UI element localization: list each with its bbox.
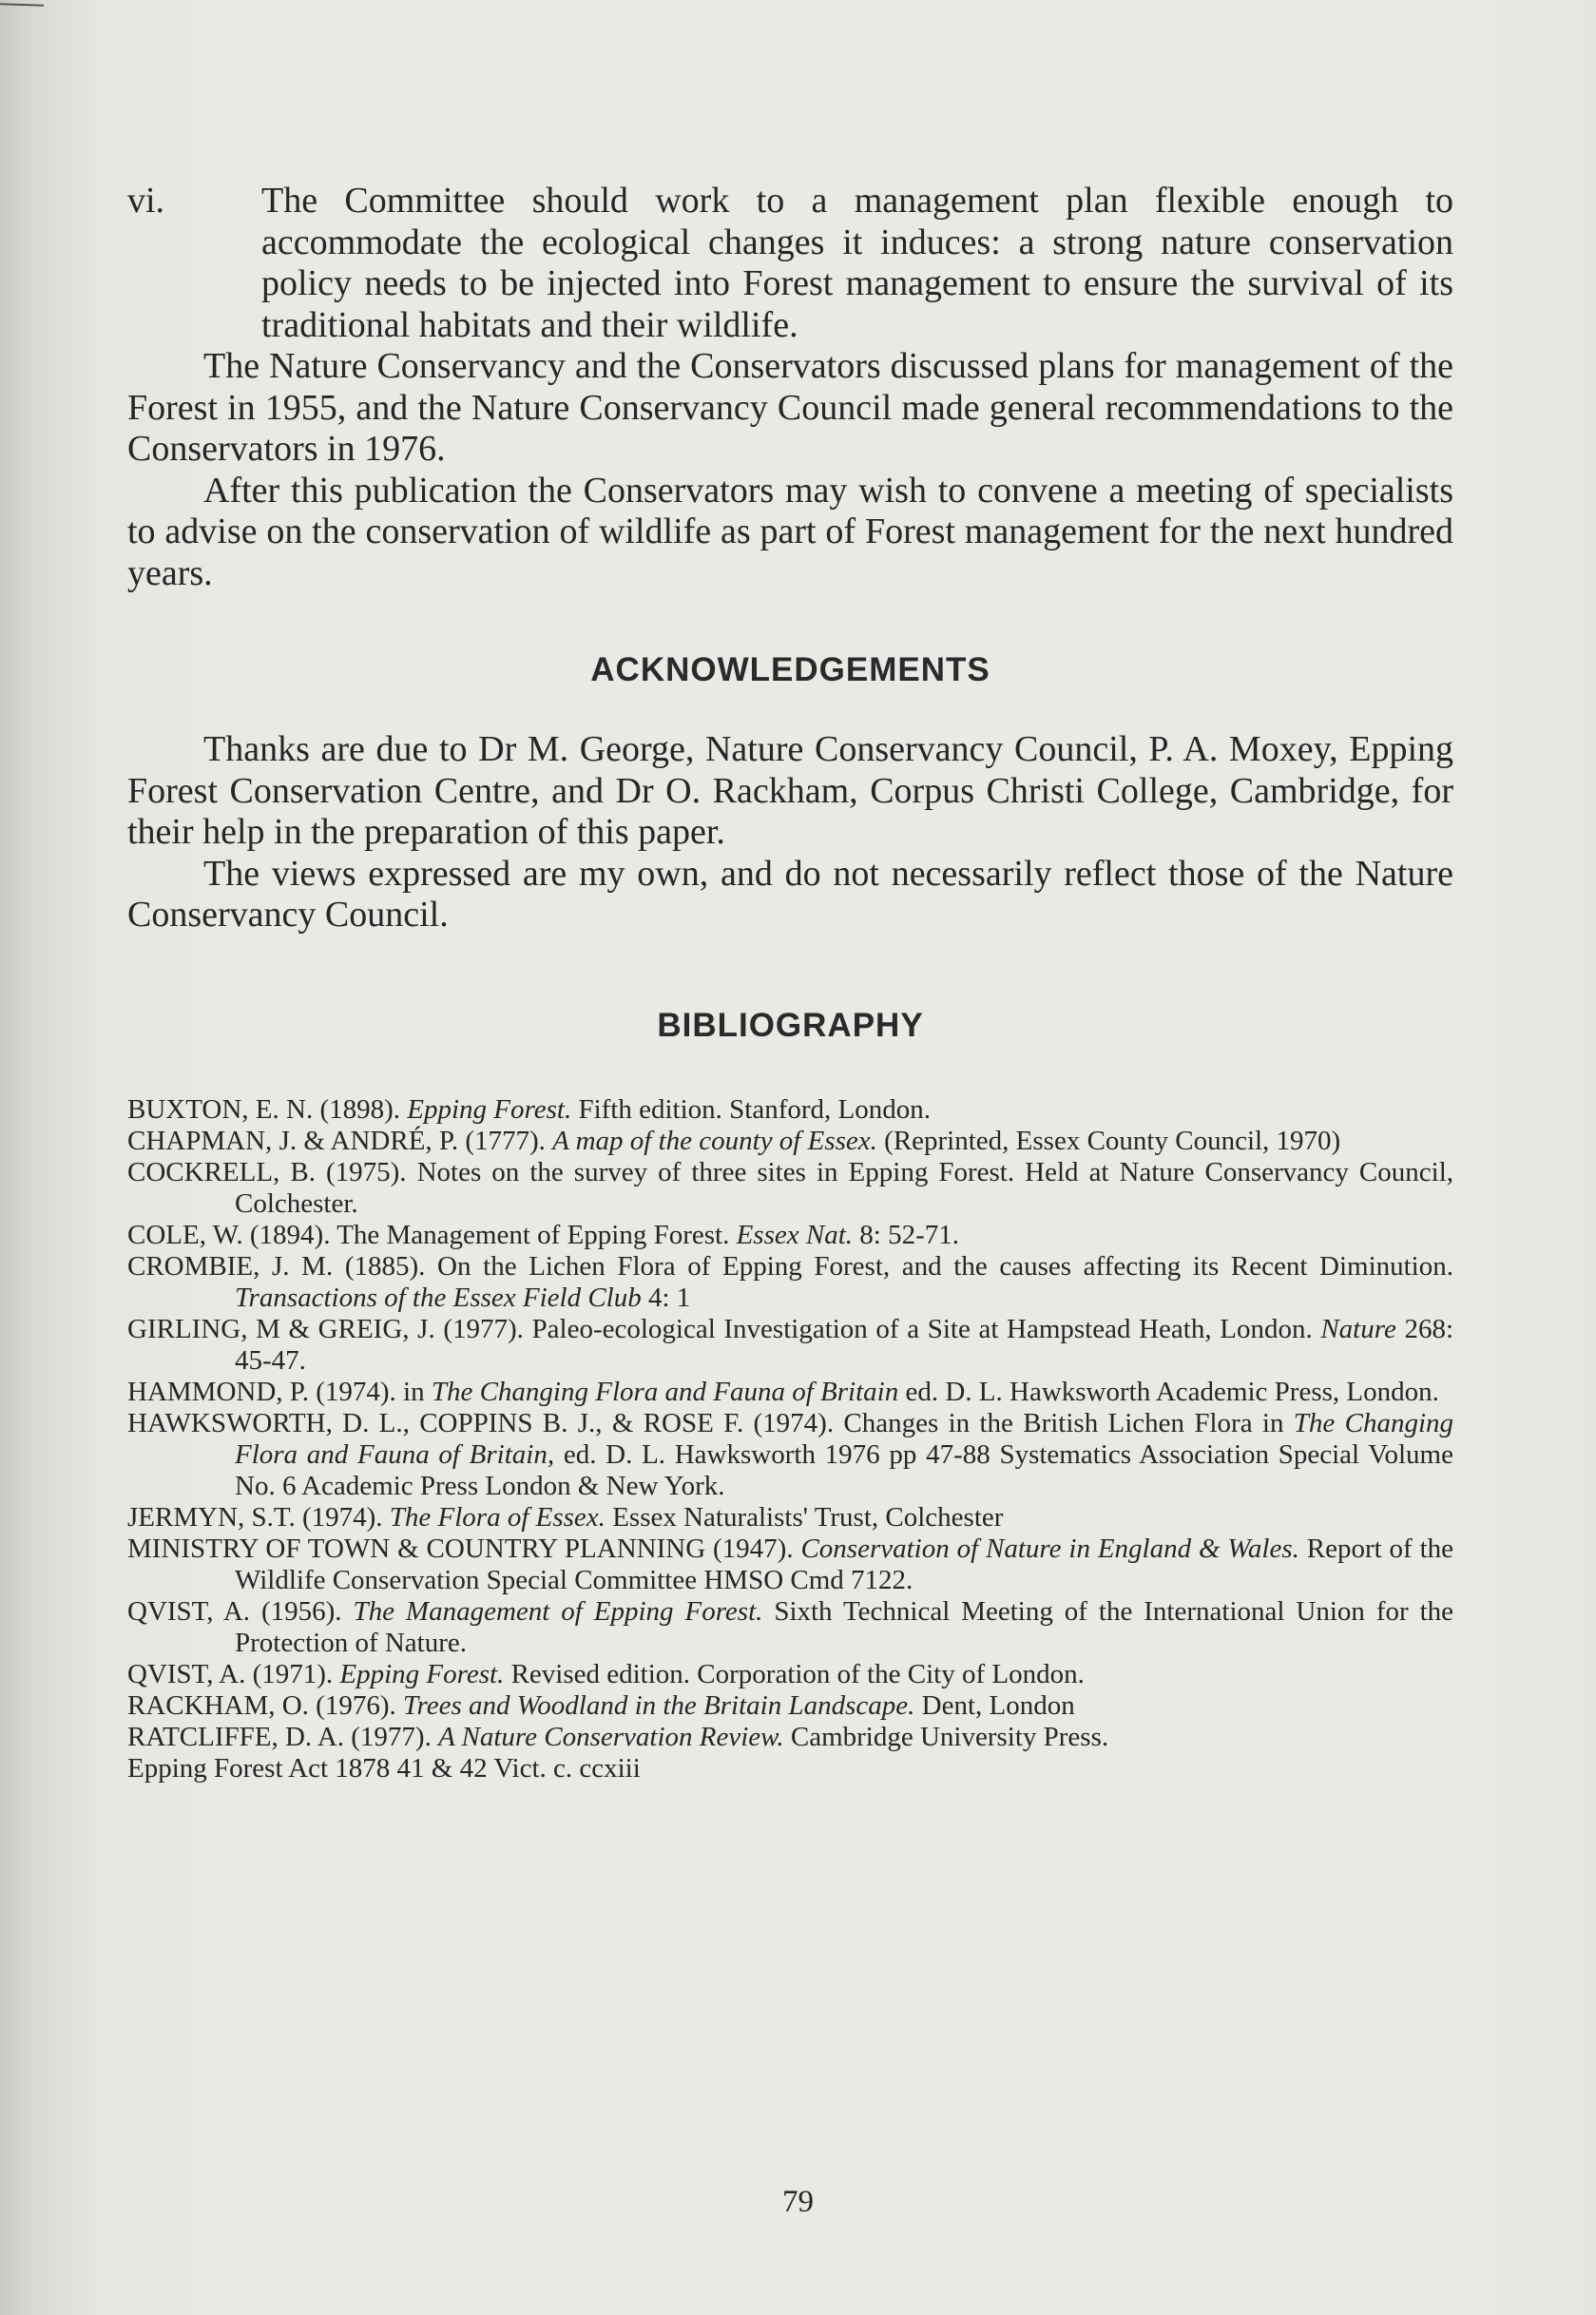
paragraph-management-1955: The Nature Conservancy and the Conservators discussed plans for management of the Forest in 1955, and the Nature Conservancy Council made general recommendations to the Conservators in 1976. [127,346,1453,469]
bibliography-entry: JERMYN, S.T. (1974). The Flora of Essex. Essex Naturalists' Trust, Colchester [127,1501,1004,1533]
scan-corner-mark [0,3,44,7]
bibliography-entry: CROMBIE, J. M. (1885). On the Lichen Flora of Epping Forest, and the causes affecting its Recent Diminution. Transactions of the Essex Field Club 4: 1 [127,1250,1453,1313]
bibliography-entry: CHAPMAN, J. & ANDRÉ, P. (1777). A map of the county of Essex. (Reprinted, Essex County Council, 1970) [127,1125,1341,1156]
bibliography-entry: GIRLING, M & GREIG, J. (1977). Paleo-ecological Investigation of a Site at Hampstead Heath, London. Nature 268: 45-47. [127,1313,1453,1376]
acknowledgements-paragraph-thanks: Thanks are due to Dr M. George, Nature Conservancy Council, P. A. Moxey, Epping Forest Conservation Centre, and Dr O. Rackham, Corpus Christi College, Cambridge, for their help in the preparation of this paper. [127,729,1453,852]
recommendation-text: The Committee should work to a management plan flexible enough to accommodate the ecological changes it induces: a strong nature conservation policy needs to be injected into Forest management to ensure the survival of its traditional habitats and their wildlife. [261,181,1453,345]
bibliography-entry: HAWKSWORTH, D. L., COPPINS B. J., & ROSE F. (1974). Changes in the British Lichen Flora in The Changing Flora and Fauna of Britain, ed. D. L. Hawksworth 1976 pp 47-88 Systematics Association Special Volume No. 6 Academic Press London & New York. [127,1407,1454,1501]
bibliography-entry: COLE, W. (1894). The Management of Epping Forest. Essex Nat. 8: 52-71. [127,1219,959,1250]
page-content [127,181,1453,1784]
bibliography-entry: COCKRELL, B. (1975). Notes on the survey of three sites in Epping Forest. Held at Nature Conservancy Council, Colchester. [127,1156,1453,1219]
page-number: 79 [782,2185,814,2219]
acknowledgements-heading: ACKNOWLEDGEMENTS [590,651,990,688]
bibliography-entry: HAMMOND, P. (1974). in The Changing Flora and Fauna of Britain ed. D. L. Hawksworth Academic Press, London. [127,1376,1439,1407]
bibliography-entry: RATCLIFFE, D. A. (1977). A Nature Conservation Review. Cambridge University Press. [127,1721,1109,1752]
paragraph-specialists-meeting: After this publication the Conservators may wish to convene a meeting of specialists to advise on the conservation of wildlife as part of Forest management for the next hundred years. [127,470,1453,593]
bibliography-list [127,1094,1453,1784]
bibliography-entry: MINISTRY OF TOWN & COUNTRY PLANNING (1947). Conservation of Nature in England & Wales. Report of the Wildlife Conservation Special Committee HMSO Cmd 7122. [127,1533,1453,1595]
list-marker: vi. [127,181,165,221]
bibliography-entry: Epping Forest Act 1878 41 & 42 Vict. c. ccxiii [127,1752,641,1784]
recommendation-item-vi [127,181,1453,346]
bibliography-entry: BUXTON, E. N. (1898). Epping Forest. Fifth edition. Stanford, London. [127,1093,931,1125]
bibliography-entry: QVIST, A. (1971). Epping Forest. Revised edition. Corporation of the City of London. [127,1658,1085,1689]
bibliography-entry: QVIST, A. (1956). The Management of Epping Forest. Sixth Technical Meeting of the International Union for the Protection of Nature. [127,1595,1454,1658]
acknowledgements-paragraph-views: The views expressed are my own, and do not necessarily reflect those of the Nature Conservancy Council. [127,853,1453,935]
bibliography-heading: BIBLIOGRAPHY [657,1006,924,1044]
bibliography-entry: RACKHAM, O. (1976). Trees and Woodland in the Britain Landscape. Dent, London [127,1689,1075,1721]
